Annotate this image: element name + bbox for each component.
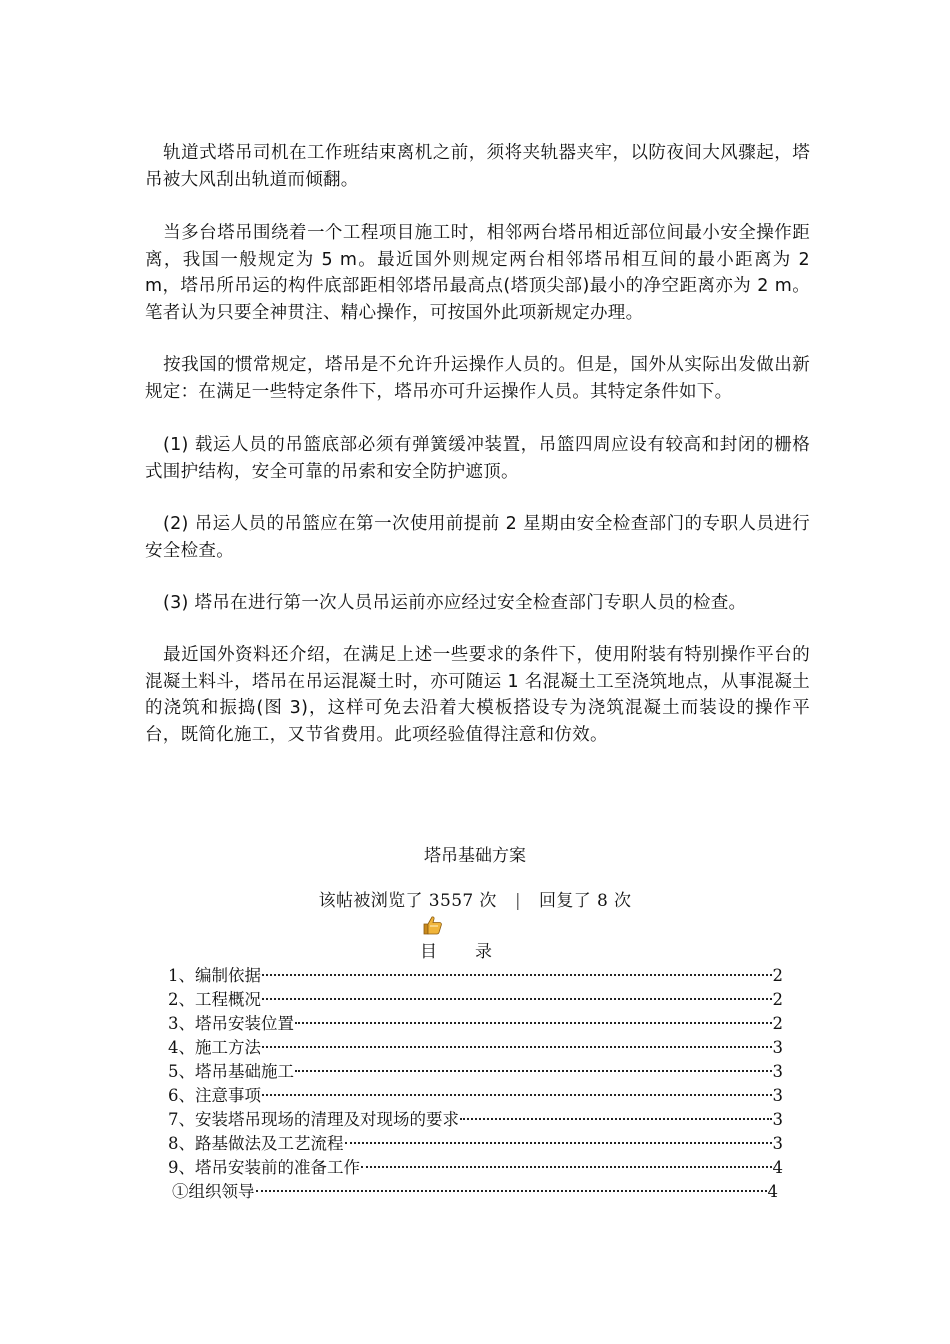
condition-1 bbox=[145, 432, 810, 485]
toc-item-page: 3 bbox=[772, 1062, 783, 1081]
toc-item-page: 3 bbox=[772, 1038, 783, 1057]
paragraph-2-text: 当多台塔吊围绕着一个工程项目施工时，相邻两台塔吊相近部位间最小安全操作距离，我国一般规定为 5 m。最近国外则规定两台相邻塔吊相互间的最小距离为 2 m，塔吊所吊运的构件底部距相邻塔吊最高点(塔顶尖部)最小的净空距离亦为 2 m。笔者认为只要全神贯注、精心操作，可按国外此项新规定办理。 bbox=[145, 223, 810, 323]
condition-1-text: (1) 载运人员的吊篮底部必须有弹簧缓冲装置，吊篮四周应设有较高和封闭的栅格式围护结构，安全可靠的吊索和安全防护遮顶。 bbox=[145, 435, 810, 482]
toc-item[interactable] bbox=[168, 964, 783, 988]
paragraph-1 bbox=[145, 140, 810, 193]
toc-leader-dots bbox=[262, 1046, 772, 1048]
paragraph-3-text: 按我国的惯常规定，塔吊是不允许升运操作人员的。但是，国外从实际出发做出新规定：在满足一些特定条件下，塔吊亦可升运操作人员。其特定条件如下。 bbox=[145, 355, 810, 402]
paragraph-1-text: 轨道式塔吊司机在工作班结束离机之前，须将夹轨器夹牢，以防夜间大风骤起，塔吊被大风刮出轨道而倾翻。 bbox=[145, 143, 810, 190]
condition-2-text: (2) 吊运人员的吊篮应在第一次使用前提前 2 星期由安全检查部门的专职人员进行安全检查。 bbox=[145, 514, 810, 561]
toc-item-label: 5、塔吊基础施工 bbox=[168, 1062, 294, 1081]
condition-3 bbox=[145, 590, 810, 617]
thumbs-up-icon[interactable] bbox=[421, 914, 443, 936]
toc-item-page: 2 bbox=[772, 966, 783, 985]
toc-leader-dots bbox=[295, 1022, 772, 1024]
reply-count: 回复了 8 次 bbox=[538, 891, 632, 911]
toc-leader-dots bbox=[460, 1118, 772, 1120]
toc-item-label: 1、编制依据 bbox=[168, 966, 261, 985]
toc-leader-dots bbox=[262, 1094, 772, 1096]
post-title: 塔吊基础方案 bbox=[424, 846, 526, 866]
toc-leader-dots bbox=[345, 1142, 772, 1144]
toc-item[interactable] bbox=[168, 1060, 783, 1084]
toc-title: 目录 bbox=[420, 942, 530, 962]
toc-item-label: 2、工程概况 bbox=[168, 990, 261, 1009]
toc-item-label: 3、塔吊安装位置 bbox=[168, 1014, 294, 1033]
toc-item[interactable] bbox=[168, 1084, 783, 1108]
toc-item-label: 8、路基做法及工艺流程 bbox=[168, 1134, 344, 1153]
toc-subitem[interactable] bbox=[168, 1180, 778, 1204]
toc-item-label: ①组织领导 bbox=[172, 1182, 255, 1201]
toc-leader-dots bbox=[256, 1190, 767, 1192]
toc-item-page: 4 bbox=[772, 1158, 783, 1177]
toc-item-page: 2 bbox=[772, 1014, 783, 1033]
toc-item[interactable] bbox=[168, 1108, 783, 1132]
toc-item[interactable] bbox=[168, 1036, 783, 1060]
view-count: 该帖被浏览了 3557 次 bbox=[318, 891, 497, 911]
toc-item[interactable] bbox=[168, 1132, 783, 1156]
toc-leader-dots bbox=[262, 998, 772, 1000]
toc-leader-dots bbox=[295, 1070, 772, 1072]
toc-item-page: 3 bbox=[772, 1086, 783, 1105]
toc-item-label: 7、安装塔吊现场的清理及对现场的要求 bbox=[168, 1110, 459, 1129]
toc-leader-dots bbox=[361, 1166, 772, 1168]
toc-item-label: 4、施工方法 bbox=[168, 1038, 261, 1057]
table-of-contents bbox=[168, 964, 783, 1204]
toc-item-label: 6、注意事项 bbox=[168, 1086, 261, 1105]
post-stats bbox=[0, 889, 950, 913]
toc-item-page: 4 bbox=[767, 1182, 778, 1201]
toc-leader-dots bbox=[262, 974, 772, 976]
toc-item-page: 3 bbox=[772, 1134, 783, 1153]
paragraph-4 bbox=[145, 642, 810, 748]
toc-item[interactable] bbox=[168, 1156, 783, 1180]
toc-item-page: 3 bbox=[772, 1110, 783, 1129]
paragraph-3 bbox=[145, 352, 810, 405]
toc-item-label: 9、塔吊安装前的准备工作 bbox=[168, 1158, 360, 1177]
paragraph-4-text: 最近国外资料还介绍，在满足上述一些要求的条件下，使用附装有特别操作平台的混凝土料斗，塔吊在吊运混凝土时，亦可随运 1 名混凝土工至浇筑地点，从事混凝土的浇筑和振捣(图 3)，这样可免去沿着大模板搭设专为浇筑混凝土而装设的操作平台，既简化施工，又节省费用。此项经验值得注意和仿效。 bbox=[145, 645, 810, 745]
condition-3-text: (3) 塔吊在进行第一次人员吊运前亦应经过安全检查部门专职人员的检查。 bbox=[163, 593, 747, 613]
toc-item[interactable] bbox=[168, 988, 783, 1012]
stats-separator: | bbox=[514, 891, 521, 911]
paragraph-2 bbox=[145, 220, 810, 326]
condition-2 bbox=[145, 511, 810, 564]
toc-item-page: 2 bbox=[772, 990, 783, 1009]
toc-item[interactable] bbox=[168, 1012, 783, 1036]
